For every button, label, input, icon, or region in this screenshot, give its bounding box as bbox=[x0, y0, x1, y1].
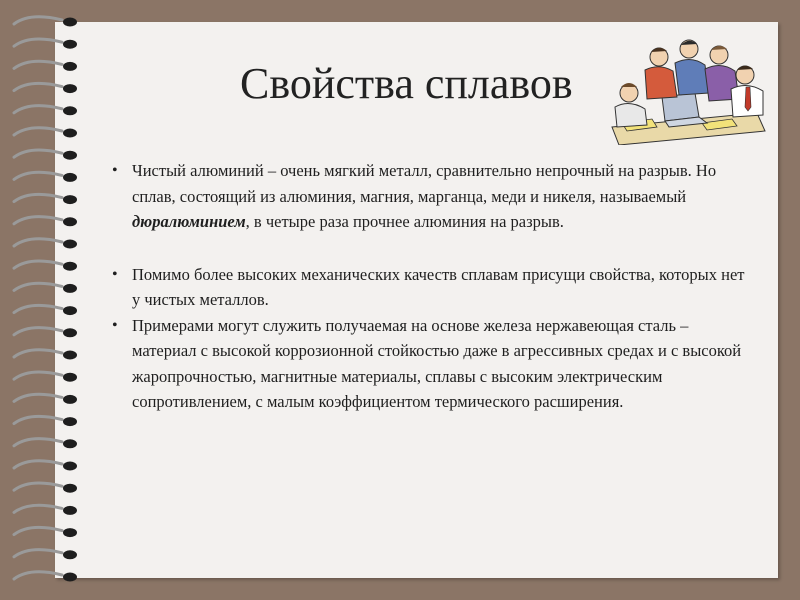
spiral-ring bbox=[14, 439, 62, 446]
spiral-ring bbox=[14, 172, 62, 179]
spiral-ring bbox=[14, 305, 62, 312]
spiral-hole bbox=[63, 84, 77, 93]
spiral-ring bbox=[14, 261, 62, 268]
spiral-hole bbox=[63, 573, 77, 582]
notebook-spiral-binding bbox=[0, 0, 100, 600]
spiral-hole bbox=[63, 528, 77, 537]
spiral-ring bbox=[14, 194, 62, 201]
spiral-hole bbox=[63, 373, 77, 382]
slide-title: Свойства сплавов bbox=[240, 59, 573, 108]
spiral-ring bbox=[14, 17, 62, 24]
spiral-hole bbox=[63, 217, 77, 226]
spiral-ring bbox=[14, 550, 62, 557]
spiral-ring bbox=[14, 461, 62, 468]
spiral-hole bbox=[63, 506, 77, 515]
bullet-text: Чистый алюминий – очень мягкий металл, сравнительно непрочный на разрыв. Но сплав, состоящий из алюминия, магния, марганца, меди и никеля, называемый bbox=[132, 161, 717, 206]
spiral-hole bbox=[63, 62, 77, 71]
spiral-hole bbox=[63, 40, 77, 49]
spiral-hole bbox=[63, 484, 77, 493]
spiral-hole bbox=[63, 417, 77, 426]
spiral-hole bbox=[63, 462, 77, 471]
spiral-ring bbox=[14, 394, 62, 401]
spiral-hole bbox=[63, 173, 77, 182]
spiral-ring bbox=[14, 283, 62, 290]
spiral-ring bbox=[14, 527, 62, 534]
bullet-text: Примерами могут служить получаемая на основе железа нержавеющая сталь – материал с высокой коррозионной стойкостью даже в агрессивных средах и с высокой жаропрочностью, магнитные материалы, сплавы с высоким электрическим сопротивлением, с малым коэффициентом термического расширения. bbox=[132, 315, 742, 411]
spiral-hole bbox=[63, 18, 77, 27]
spiral-hole bbox=[63, 550, 77, 559]
spiral-ring bbox=[14, 483, 62, 490]
spiral-hole bbox=[63, 351, 77, 360]
spiral-ring bbox=[14, 83, 62, 90]
bullet-item-duralumin bbox=[112, 158, 752, 235]
spiral-hole bbox=[63, 240, 77, 249]
spiral-ring bbox=[14, 416, 62, 423]
spiral-hole bbox=[63, 284, 77, 293]
spiral-ring bbox=[14, 128, 62, 135]
spiral-ring bbox=[14, 239, 62, 246]
spiral-ring bbox=[14, 350, 62, 357]
spiral-ring bbox=[14, 328, 62, 335]
spiral-hole bbox=[63, 395, 77, 404]
spiral-hole bbox=[63, 439, 77, 448]
bullet-text-end: , в четыре раза прочнее алюминия на разрыв. bbox=[245, 212, 564, 231]
spiral-ring bbox=[14, 106, 62, 113]
term-duralumin: дюралюминием bbox=[132, 212, 246, 231]
spiral-ring bbox=[14, 61, 62, 68]
spiral-ring bbox=[14, 372, 62, 379]
bullet-item-properties bbox=[112, 262, 752, 313]
spiral-ring bbox=[14, 150, 62, 157]
spiral-hole bbox=[63, 328, 77, 337]
people-at-computer-illustration bbox=[607, 35, 767, 145]
bullet-item-examples bbox=[112, 313, 752, 415]
spiral-ring bbox=[14, 39, 62, 46]
bullet-text: Помимо более высоких механических качеств сплавам присущи свойства, которых нет у чистых металлов. bbox=[132, 264, 745, 309]
spiral-hole bbox=[63, 129, 77, 138]
spiral-ring bbox=[14, 572, 62, 579]
spiral-ring bbox=[14, 217, 62, 224]
spiral-hole bbox=[63, 151, 77, 160]
spiral-ring bbox=[14, 505, 62, 512]
bullet-list bbox=[112, 158, 752, 415]
spiral-hole bbox=[63, 195, 77, 204]
spiral-hole bbox=[63, 106, 77, 115]
spiral-hole bbox=[63, 262, 77, 271]
spiral-hole bbox=[63, 306, 77, 315]
